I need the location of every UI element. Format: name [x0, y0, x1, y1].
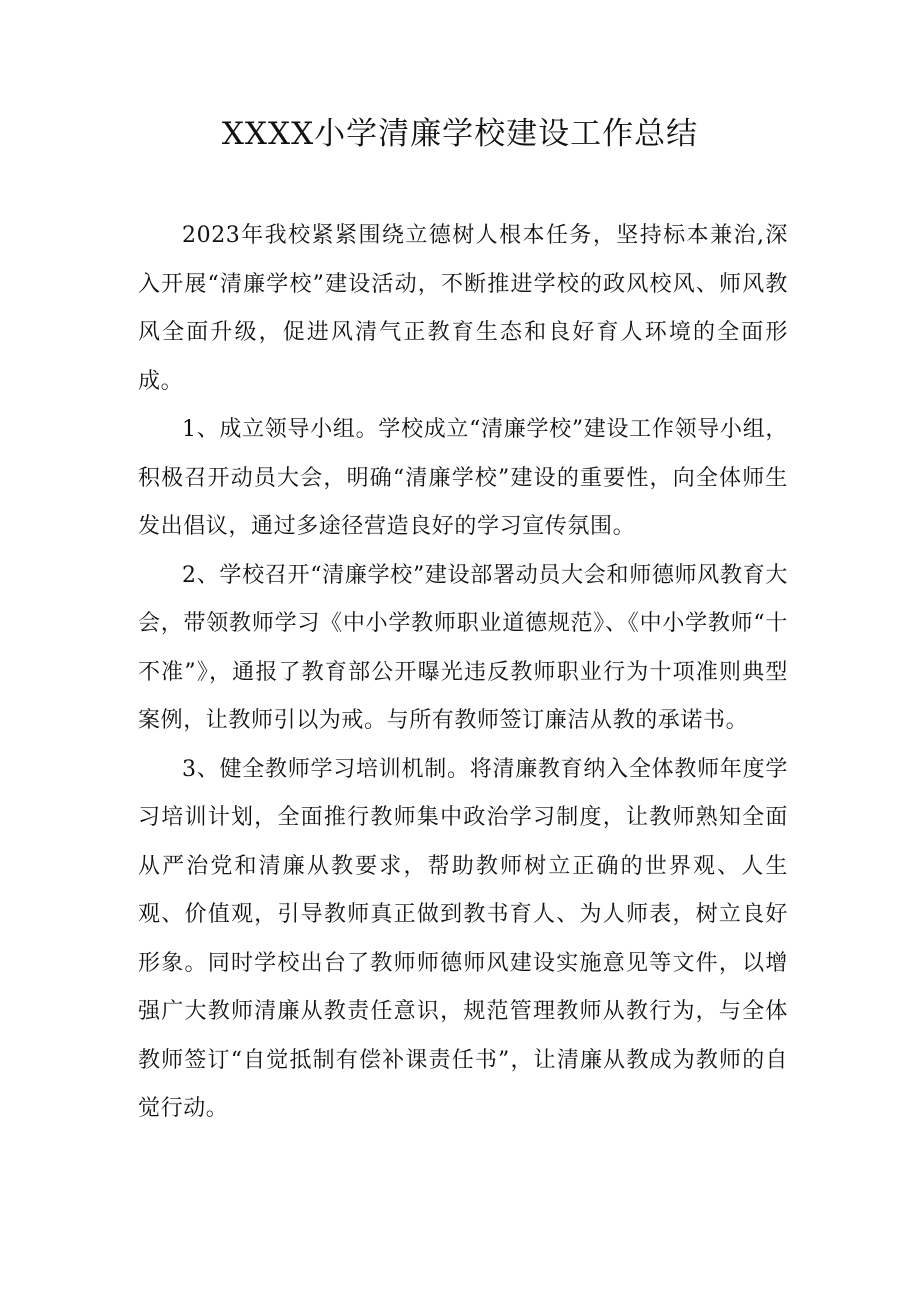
intro-paragraph: 2023年我校紧紧围绕立德树人根本任务，坚持标本兼治,深入开展“清廉学校”建设活动，不断推进学校的政风校风、师风教风全面升级，促进风清气正教育生态和良好育人环境的全面形成。	[138, 223, 788, 394]
document-body	[138, 212, 788, 1134]
item-2-paragraph: 2、学校召开“清廉学校”建设部署动员大会和师德师风教育大会，带领教师学习《中小学教师职业道德规范》、《中小学教师“十不准”》，通报了教育部公开曝光违反教师职业行为十项准则典型案例，让教师引以为戒。与所有教师签订廉洁从教的承诺书。	[138, 562, 788, 733]
item-3-paragraph: 3、健全教师学习培训机制。将清廉教育纳入全体教师年度学习培训计划，全面推行教师集中政治学习制度，让教师熟知全面从严治党和清廉从教要求，帮助教师树立正确的世界观、人生观、价值观，引导教师真正做到教书育人、为人师表，树立良好形象。同时学校出台了教师师德师风建设实施意见等文件，以增强广大教师清廉从教责任意识，规范管理教师从教行为，与全体教师签订“自觉抵制有偿补课责任书”，让清廉从教成为教师的自觉行动。	[138, 756, 788, 1121]
document-title: XXXX小学清廉学校建设工作总结	[221, 116, 699, 152]
item-1-paragraph: 1、成立领导小组。学校成立“清廉学校”建设工作领导小组，积极召开动员大会，明确“清廉学校”建设的重要性，向全体师生发出倡议，通过多途径营造良好的学习宣传氛围。	[138, 417, 788, 539]
